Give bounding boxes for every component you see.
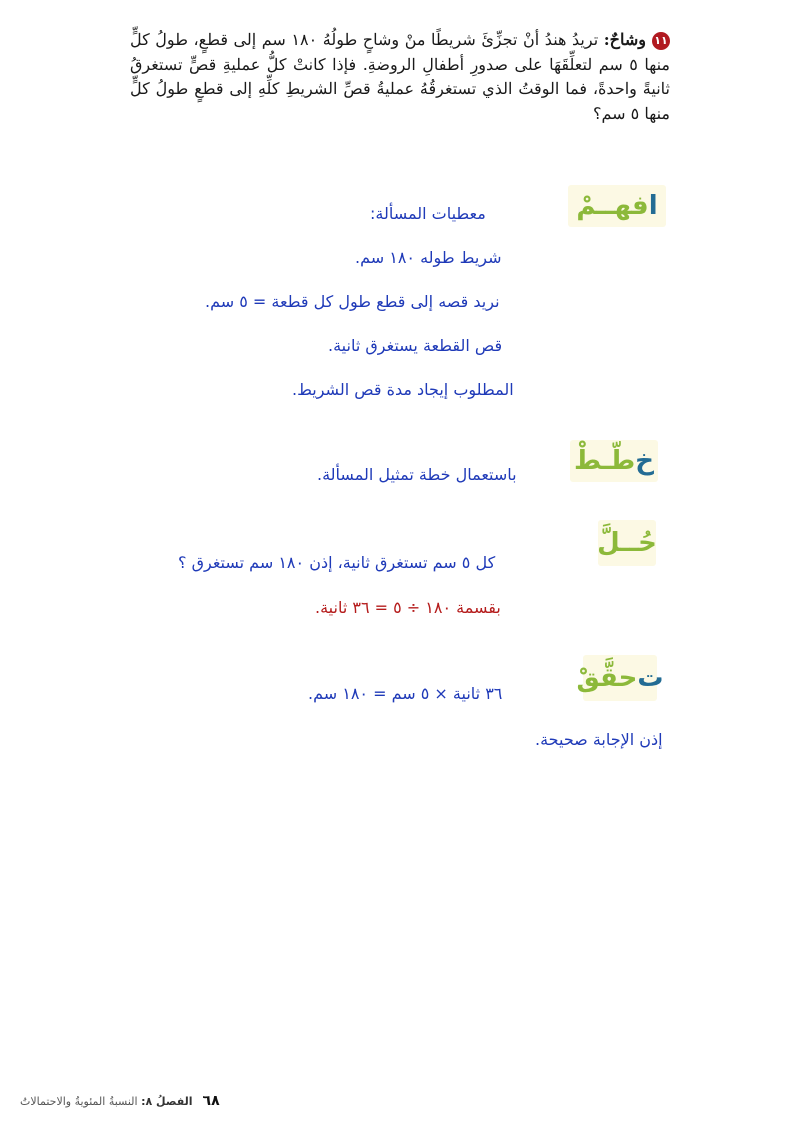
- check-badge: [576, 655, 664, 701]
- problem-statement: [130, 28, 670, 126]
- check-conclusion: إذن الإجابة صحيحة.: [535, 730, 663, 749]
- check-badge-lead: ت: [637, 663, 664, 693]
- understand-line-5: المطلوب إيجاد مدة قص الشريط.: [292, 380, 514, 399]
- chapter-label: الفصلُ ٨:: [141, 1095, 193, 1108]
- understand-line-3: نريد قصه إلى قطع طول كل قطعة = ٥ سم.: [205, 292, 500, 311]
- plan-badge-lead: خ: [635, 446, 654, 476]
- plan-badge-rest: طّـطْ: [574, 446, 636, 476]
- problem-topic: وشاحٌ:: [603, 30, 646, 49]
- plan-line: باستعمال خطة تمثيل المسألة.: [317, 465, 517, 484]
- understand-badge: [568, 185, 666, 227]
- solve-badge-rest: حُــلَّ: [597, 528, 657, 558]
- understand-badge-rest: فهــمْ: [576, 191, 649, 221]
- solve-calculation: بقسمة ١٨٠ ÷ ٥ = ٣٦ ثانية.: [315, 598, 501, 617]
- understand-line-4: قص القطعة يستغرق ثانية.: [328, 336, 503, 355]
- check-badge-rest: حقَّقْ: [576, 663, 638, 693]
- chapter-title: النسبةُ المئويةُ والاحتمالاتُ: [20, 1095, 138, 1108]
- understand-line-2: شريط طوله ١٨٠ سم.: [355, 248, 502, 267]
- solve-line: كل ٥ سم تستغرق ثانية، إذن ١٨٠ سم تستغرق ؟: [178, 553, 496, 572]
- plan-badge: [570, 440, 658, 482]
- page-number: ٦٨: [202, 1093, 220, 1109]
- page-footer: [20, 1093, 220, 1109]
- problem-text: تريدُ هندُ أنْ تجزِّئَ شريطًا منْ وشاحٍ طولُهُ ١٨٠ سم إلى قطعٍ، طولُ كلٍّ منها ٥ سم لتعلِّقَهَا على صدورِ أطفالِ الروضةِ. فإذا كانتْ كلُّ عمليةِ قصٍّ تستغرقُ ثانيةً واحدةً، فما الوقتُ الذي تستغرقُهُ عمليةُ قصِّ الشريطِ كلِّهِ إلى قطعٍ طولُ كلٍّ منها ٥ سم؟: [130, 30, 670, 123]
- check-line: ٣٦ ثانية × ٥ سم = ١٨٠ سم.: [308, 684, 503, 703]
- problem-number: ١١: [652, 32, 670, 50]
- understand-line-1: معطيات المسألة:: [370, 204, 486, 223]
- understand-badge-lead: ا: [648, 191, 658, 221]
- solve-badge: [598, 520, 656, 566]
